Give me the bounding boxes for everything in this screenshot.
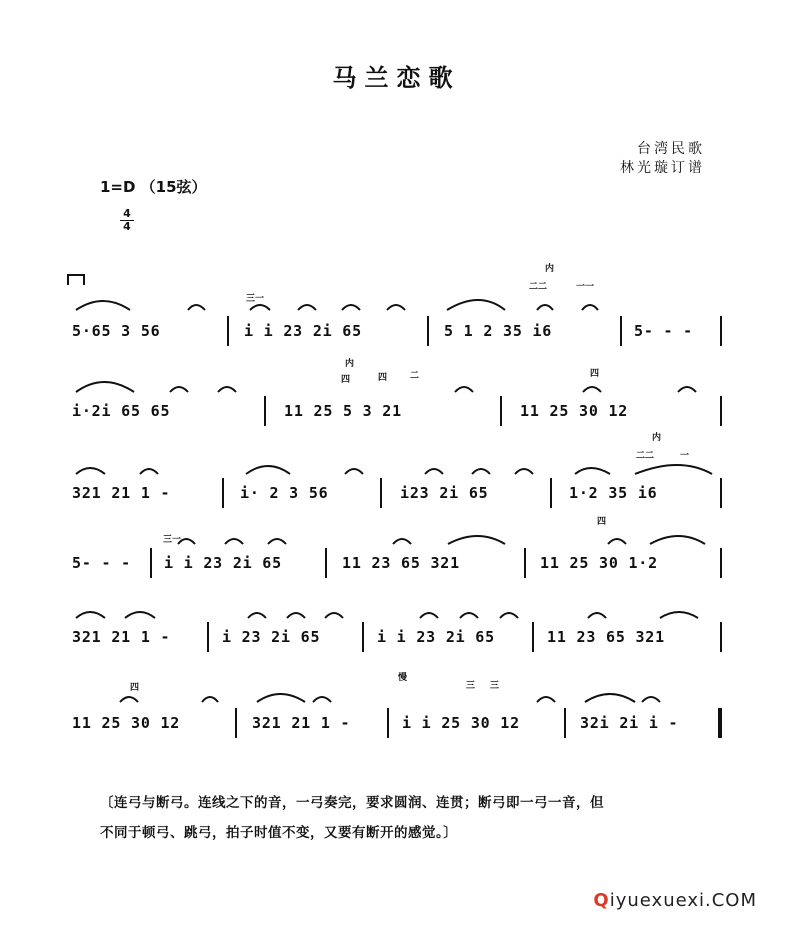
measure-notes: i i 23 2i 65 (377, 628, 495, 646)
barline (720, 316, 722, 346)
slur (585, 694, 635, 702)
slur (345, 469, 363, 474)
slur (448, 536, 505, 544)
fingering-annotation: 一 (680, 451, 690, 461)
time-signature-bottom: 4 (120, 220, 134, 233)
fingering-annotation: 内 (345, 359, 355, 369)
barline (380, 478, 382, 508)
slur (76, 468, 105, 474)
barline (387, 708, 389, 738)
fingering-annotation: 三一 (246, 294, 265, 304)
barline (720, 622, 722, 652)
slur (287, 613, 305, 618)
barline (564, 708, 566, 738)
playing-note (100, 788, 740, 848)
slur (298, 305, 316, 310)
fingering-annotation: 三 (490, 681, 500, 691)
slur (575, 468, 610, 474)
measure-notes: i i 23 2i 65 (164, 554, 282, 572)
fingering-annotation: 四 (597, 517, 607, 527)
measure-notes: 11 23 65 321 (547, 628, 665, 646)
slur (588, 613, 606, 618)
playing-note-line: 〔连弓与断弓。连线之下的音，一弓奏完，要求圆润、连贯；断弓即一弓一音，但 (100, 795, 604, 811)
slur (455, 387, 473, 392)
slur (268, 539, 286, 544)
slur (583, 387, 601, 392)
arranger-label: 林光璇订谱 (620, 160, 705, 176)
slur (140, 469, 158, 474)
slur (635, 465, 712, 474)
slur (342, 305, 360, 310)
slur (170, 387, 188, 392)
barline (150, 548, 152, 578)
measure-notes: 321 21 1 - (72, 484, 171, 502)
watermark (593, 890, 757, 911)
measure-notes: i· 2 3 56 (240, 484, 329, 502)
down-bow-icon (67, 274, 85, 285)
slur (425, 469, 443, 474)
fingering-annotation: 二 (410, 371, 420, 381)
barline (532, 622, 534, 652)
barline (362, 622, 364, 652)
barline (524, 548, 526, 578)
score-row-3 (72, 478, 727, 508)
fingering-annotation: 四 (130, 683, 140, 693)
barline (235, 708, 237, 738)
fingering-annotation: 一一 (576, 282, 595, 292)
barline (720, 396, 722, 426)
slur (387, 305, 405, 310)
measure-notes: 5 1 2 35 i6 (444, 322, 553, 340)
score-row-6 (72, 708, 727, 738)
slur (202, 697, 218, 702)
slur (537, 305, 553, 310)
slur (325, 613, 343, 618)
playing-note-line: 不同于顿弓、跳弓，拍子时值不变，又要有断开的感觉。〕 (100, 825, 458, 841)
barline (427, 316, 429, 346)
slur (178, 539, 195, 544)
measure-notes: i·2i 65 65 (72, 402, 171, 420)
score-row-1 (72, 316, 727, 346)
slur (650, 536, 705, 544)
measure-notes: 11 23 65 321 (342, 554, 460, 572)
slur (250, 305, 270, 310)
origin-label: 台湾民歌 (637, 141, 705, 157)
measure-notes: i i 23 2i 65 (244, 322, 362, 340)
slur (420, 613, 438, 618)
measure-notes: 321 21 1 - (72, 628, 171, 646)
slur (225, 539, 243, 544)
time-signature (120, 208, 134, 233)
fingering-annotation: 四 (590, 369, 600, 379)
measure-notes: 11 25 5 3 21 (284, 402, 402, 420)
measure-notes: 32i 2i i - (580, 714, 679, 732)
measure-notes: i23 2i 65 (400, 484, 489, 502)
slur (447, 300, 505, 310)
fingering-annotation: 慢 (398, 673, 408, 683)
barline (207, 622, 209, 652)
fingering-annotation: 二二 (529, 282, 548, 292)
barline (500, 396, 502, 426)
slur (582, 305, 598, 310)
measure-notes: 11 25 30 12 (72, 714, 181, 732)
slur (642, 697, 660, 702)
watermark-text: iyuexuexi.COM (609, 890, 757, 911)
barline (720, 478, 722, 508)
barline (620, 316, 622, 346)
slur (678, 387, 696, 392)
slur (472, 469, 490, 474)
slur (248, 613, 266, 618)
barline (720, 548, 722, 578)
score-row-2 (72, 396, 727, 426)
measure-notes: 1·2 35 i6 (569, 484, 658, 502)
slur (313, 697, 331, 702)
barline (264, 396, 266, 426)
slur (393, 539, 411, 544)
slur (515, 469, 533, 474)
fingering-annotation: 四 (341, 375, 351, 385)
barline (222, 478, 224, 508)
slur (76, 612, 105, 618)
measure-notes: i 23 2i 65 (222, 628, 321, 646)
slur (120, 697, 138, 702)
final-barline (718, 708, 722, 738)
measure-notes: 11 25 30 12 (520, 402, 629, 420)
key-signature: 1=D （15弦） (100, 178, 207, 196)
measure-notes: 5·65 3 56 (72, 322, 161, 340)
score-row-5 (72, 622, 727, 652)
barline (550, 478, 552, 508)
slur (537, 697, 555, 702)
measure-notes: i i 25 30 12 (402, 714, 520, 732)
slur (125, 612, 155, 618)
measure-notes: 11 25 30 1·2 (540, 554, 658, 572)
slur (500, 613, 518, 618)
slur (246, 466, 290, 474)
fingering-annotation: 四 (378, 373, 388, 383)
barline (325, 548, 327, 578)
fingering-annotation: 内 (545, 264, 555, 274)
slur (188, 305, 205, 310)
fingering-annotation: 三一 (163, 535, 182, 545)
watermark-logo-q: Q (593, 890, 610, 911)
fingering-annotation: 内 (652, 433, 662, 443)
slur (218, 387, 236, 392)
measure-notes: 5- - - (634, 322, 693, 340)
slur (257, 694, 305, 702)
slur (76, 301, 130, 310)
time-signature-top: 4 (123, 207, 131, 220)
barline (227, 316, 229, 346)
fingering-annotation: 三 (466, 681, 476, 691)
slur (608, 539, 626, 544)
page-title: 马兰恋歌 (332, 64, 461, 92)
slur (460, 613, 478, 618)
measure-notes: 321 21 1 - (252, 714, 351, 732)
slur (660, 612, 698, 618)
measure-notes: 5- - - (72, 554, 131, 572)
fingering-annotation: 二二 (636, 451, 655, 461)
slur (76, 382, 134, 392)
score-row-4 (72, 548, 727, 578)
